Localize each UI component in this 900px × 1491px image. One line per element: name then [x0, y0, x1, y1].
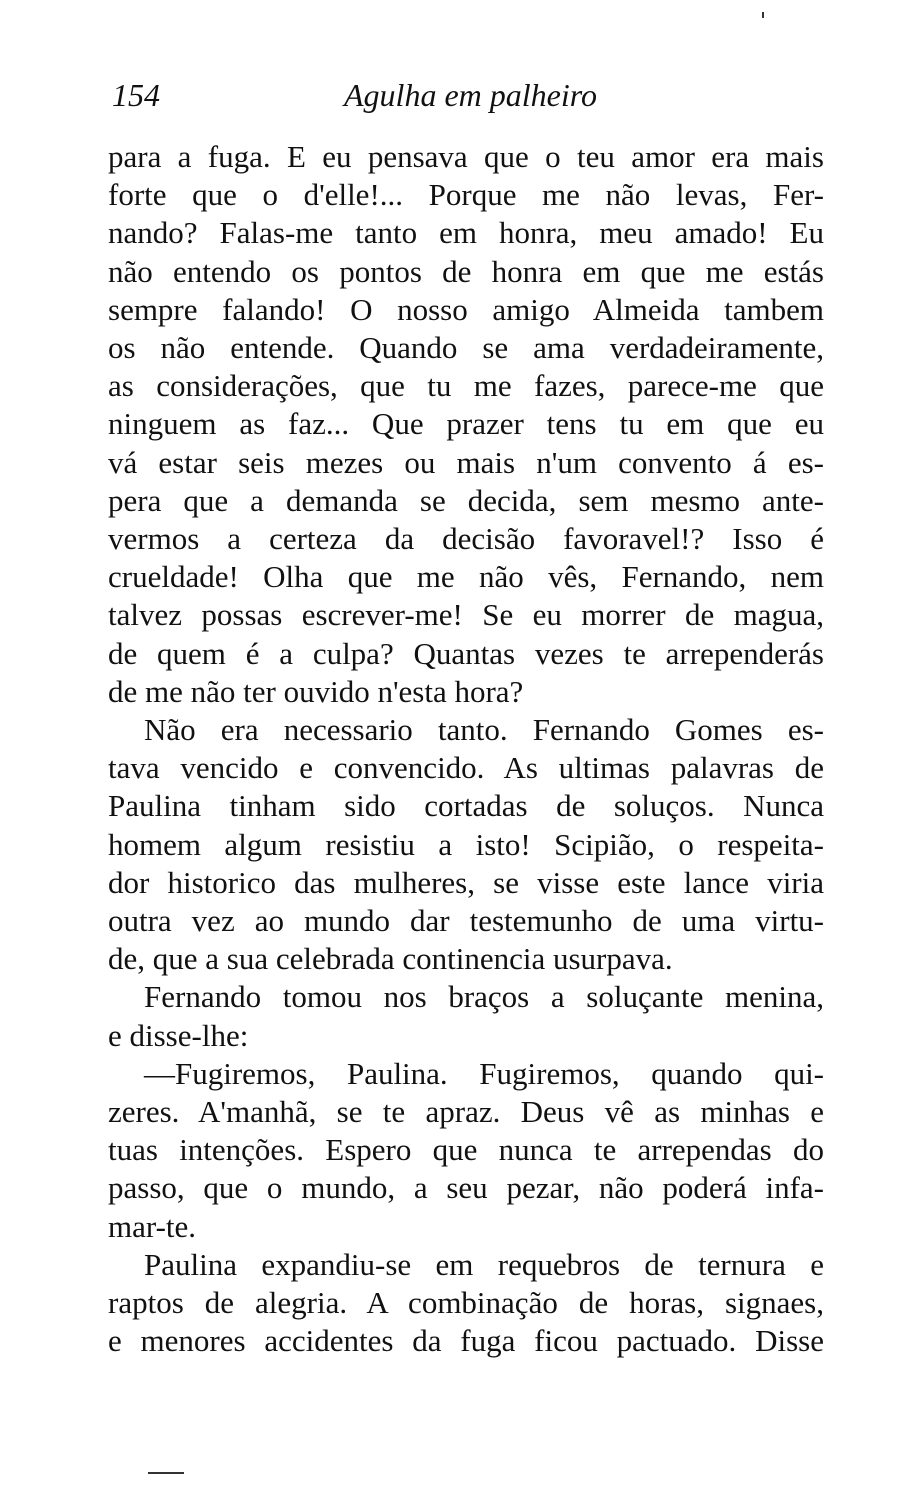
text-line: forte que o d'elle!... Porque me não levas, Fer- [108, 177, 824, 213]
paragraph [108, 1246, 824, 1361]
text-line: homem algum resistiu a isto! Scipião, o respeita- [108, 826, 824, 862]
text-line: talvez possas escrever-me! Se eu morrer de magua, [108, 597, 824, 633]
text-line: os não entende. Quando se ama verdadeiramente, [108, 330, 824, 366]
body-text [108, 138, 824, 1361]
text-line: Paulina tinham sido cortadas de soluços. Nunca [108, 788, 824, 824]
text-line: Paulina expandiu-se em requebros de ternura e [144, 1246, 824, 1282]
text-line: vermos a certeza da decisão favoravel!? Isso é [108, 521, 824, 557]
paragraph [108, 978, 824, 1054]
text-line: Não era necessario tanto. Fernando Gomes es- [144, 712, 824, 748]
text-line: crueldade! Olha que me não vês, Fernando, nem [108, 559, 824, 595]
page-number: 154 [112, 77, 160, 113]
text-line: tuas intenções. Espero que nunca te arrependas do [108, 1132, 824, 1168]
text-line: de me não ter ouvido n'esta hora? [108, 673, 524, 709]
scan-speck [762, 12, 764, 18]
text-line: as considerações, que tu me fazes, parece-me que [108, 368, 824, 404]
paragraph [108, 711, 824, 978]
page-header [112, 70, 812, 120]
paragraph [108, 138, 824, 711]
text-line: de, que a sua celebrada continencia usurpava. [108, 941, 673, 977]
text-line: raptos de alegria. A combinação de horas, signaes, [108, 1285, 824, 1321]
text-line: Fernando tomou nos braços a soluçante menina, [144, 979, 824, 1015]
text-line: dor historico das mulheres, se visse este lance viria [108, 864, 824, 900]
text-line: outra vez ao mundo dar testemunho de uma virtu- [108, 903, 824, 939]
scan-speck [148, 1472, 184, 1474]
text-line: ninguem as faz... Que prazer tens tu em que eu [108, 406, 824, 442]
text-line: e menores accidentes da fuga ficou pactuado. Disse [108, 1323, 824, 1359]
text-line: mar-te. [108, 1208, 197, 1244]
text-line: para a fuga. E eu pensava que o teu amor era mais [108, 139, 824, 174]
running-title: Agulha em palheiro [344, 77, 597, 113]
text-line: passo, que o mundo, a seu pezar, não poderá infa- [108, 1170, 824, 1206]
text-line: pera que a demanda se decida, sem mesmo ante- [108, 482, 824, 518]
text-line: zeres. A'manhã, se te apraz. Deus vê as minhas e [108, 1094, 824, 1130]
paragraph [108, 1055, 824, 1246]
text-line: sempre falando! O nosso amigo Almeida tambem [108, 291, 824, 327]
text-line: vá estar seis mezes ou mais n'um convento á es- [108, 444, 824, 480]
text-line: não entendo os pontos de honra em que me estás [108, 253, 824, 289]
text-line: —Fugiremos, Paulina. Fugiremos, quando qui- [144, 1055, 824, 1091]
text-line: tava vencido e convencido. As ultimas palavras de [108, 750, 824, 786]
text-line: de quem é a culpa? Quantas vezes te arrependerás [108, 635, 824, 671]
text-line: nando? Falas-me tanto em honra, meu amado! Eu [108, 215, 824, 251]
text-line: e disse-lhe: [108, 1017, 249, 1053]
